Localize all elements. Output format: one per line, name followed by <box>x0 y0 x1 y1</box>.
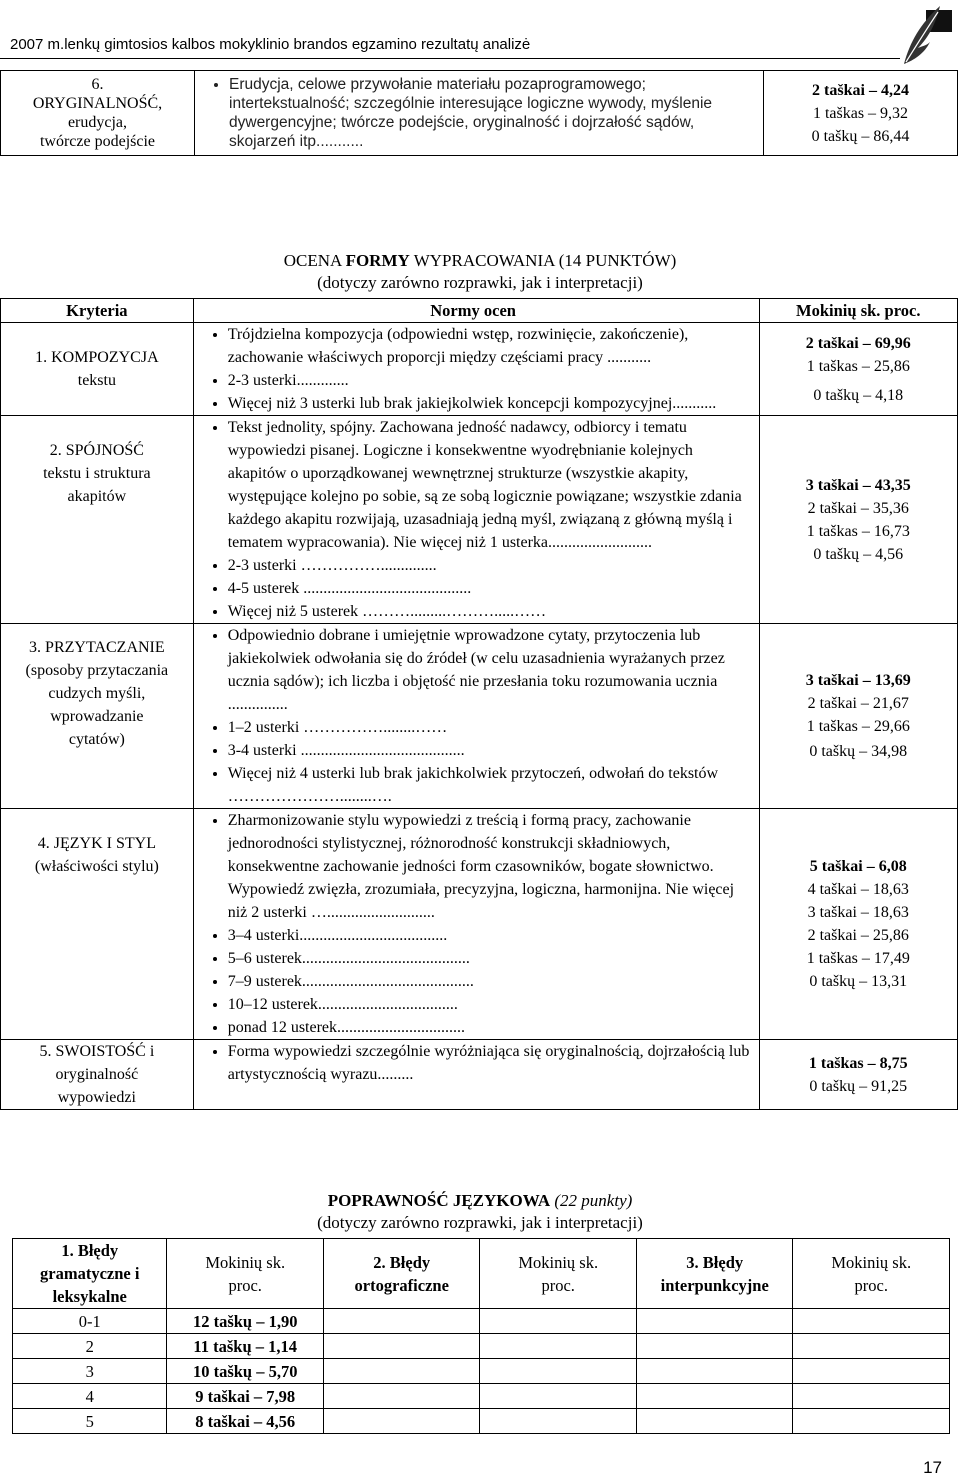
punctuation-errors-label: 3. Błędy interpunkcyjne <box>636 1239 793 1309</box>
punctuation-results-label: Mokinių sk. proc. <box>793 1239 950 1309</box>
norm-item: • 10–12 usterek................................... <box>228 993 753 1016</box>
form-criteria-table <box>0 298 958 1110</box>
feather-logo-icon <box>896 2 954 66</box>
header-norms: Normy ocen <box>193 299 759 323</box>
spelling-results-label: Mokinių sk. proc. <box>480 1239 637 1309</box>
norm-item: • Zharmonizowanie stylu wypowiedzi z treścią i formą pracy, zachowanie jednorodności stylistycznej, różnorodność konstrukcji składniowych, konsekwentne zachowanie jedności form czasowników, bogate słownictwo. Wypowiedź zwięzła, zrozumiała, precyzyjna, logiczna, harmonijna. Nie więcej niż 2 usterki …........................... <box>228 809 753 924</box>
table-row <box>1 1040 958 1110</box>
norm-cell <box>193 624 759 809</box>
form-section-title: OCENA FORMY WYPRACOWANIA (14 PUNKTÓW) (dotyczy zarówno rozprawki, jak i interpretacji) <box>283 251 677 292</box>
norm-item: • Odpowiednio dobrane i umiejętnie wprowadzone cytaty, przytoczenia lub jakiekolwiek odwołania się do źródeł (w celu uzasadnienia wyrażanych przez ucznia sądów); ich liczba i objętość nie przesłania toku rozumowania ucznia ............... <box>228 624 753 716</box>
table-row <box>1 624 958 809</box>
criterion-line: 6. <box>91 76 104 93</box>
criterion-cell: 1. KOMPOZYCJA tekstu <box>1 323 194 416</box>
result-line: 2 taškai – 4,24 <box>812 81 909 99</box>
result-cell: 3 taškai – 43,35 2 taškai – 35,36 1 taškas – 16,73 0 taškų – 4,56 <box>759 416 957 624</box>
result-cell: 3 taškai – 13,69 2 taškai – 21,67 1 taškas – 29,66 0 taškų – 34,98 <box>759 624 957 809</box>
header-results: Mokinių sk. proc. <box>759 299 957 323</box>
criterion-cell: 3. PRZYTACZANIE (sposoby przytaczania cudzych myśli, wprowadzanie cytatów) <box>1 624 194 809</box>
norm-item: • ponad 12 usterek................................ <box>228 1016 753 1039</box>
norm-item: • 5–6 usterek.......................................... <box>228 947 753 970</box>
result-line: 0 taškų – 86,44 <box>811 127 910 145</box>
table-row: 2 11 taškų – 1,14 <box>13 1334 950 1359</box>
norm-item: • Tekst jednolity, spójny. Zachowana jedność nadawcy, odbiorcy i tematu wypowiedzi pisanej. Logiczne i konsekwentne wyodrębnianie kolejnych akapitów o uporządkowanej wewnętrznej strukturze (wszystkie akapity, występujące kolejno po sobie, są ze sobą logicznie powiązane; wszystkie zdania każdego akapitu rozwijają, uzasadniają jedną myśl, związaną z główną myślą i tematem wypracowania). Nie więcej niż 1 usterka.......................... <box>228 416 753 554</box>
criterion-cell: 2. SPÓJNOŚĆ tekstu i struktura akapitów <box>1 416 194 624</box>
table-row: 5 8 taškai – 4,56 <box>13 1409 950 1434</box>
result-cell: 1 taškas – 8,75 0 taškų – 91,25 <box>759 1040 957 1110</box>
grammar-results-label: Mokinių sk. proc. <box>167 1239 324 1309</box>
norm-item: • 4-5 usterek .......................................... <box>228 577 753 600</box>
header-criteria: Kryteria <box>1 299 194 323</box>
correctness-table <box>12 1238 950 1434</box>
norm-cell <box>193 416 759 624</box>
criterion-cell <box>1 71 195 156</box>
norm-item: • 2-3 usterki …………….............. <box>228 554 753 577</box>
table-row: 3 10 taškų – 5,70 <box>13 1359 950 1384</box>
table-row: 0-1 12 taškų – 1,90 <box>13 1309 950 1334</box>
result-cell <box>764 71 958 156</box>
table-row <box>1 323 958 416</box>
table-header-row <box>13 1239 950 1309</box>
norm-cell <box>195 71 764 156</box>
norm-item: • Więcej niż 5 usterek ……….........……….....…… <box>228 600 753 623</box>
table-header-row <box>1 299 958 323</box>
norm-item: • Trójdzielna kompozycja (odpowiedni wstęp, rozwinięcie, zakończenie), zachowanie właściwych proporcji między częściami pracy ........... <box>228 323 753 369</box>
norm-item: • Erudycja, celowe przywołanie materiału pozaprogramowego; intertekstualność; szczególnie interesujące logiczne wywody, myślenie dywergencyjne; twórcze podejście, oryginalność i dojrzałość sądów, skojarzeń itp........... <box>229 75 755 151</box>
norm-cell <box>193 809 759 1040</box>
page-number: 17 <box>923 1458 942 1477</box>
norm-item: • 3-4 usterki ......................................... <box>228 739 753 762</box>
table-row <box>1 809 958 1040</box>
table-row: 4 9 taškai – 7,98 <box>13 1384 950 1409</box>
norm-cell <box>193 323 759 416</box>
norm-item: • 3–4 usterki..................................... <box>228 924 753 947</box>
criterion-line: ORYGINALNOŚĆ, <box>32 95 163 112</box>
norm-item: • 1–2 usterki ……………........…… <box>228 716 753 739</box>
header-rule <box>0 58 900 59</box>
norm-item: • 7–9 usterek........................................... <box>228 970 753 993</box>
table-row <box>1 416 958 624</box>
document-header: 2007 m.lenkų gimtosios kalbos mokyklinio brandos egzamino rezultatų analizė <box>10 36 531 53</box>
criterion-line: twórcze podejście <box>39 133 156 150</box>
correctness-section-title: POPRAWNOŚĆ JĘZYKOWA (22 punkty) (dotyczy zarówno rozprawki, jak i interpretacji) <box>317 1191 643 1232</box>
criterion-cell: 5. SWOISTOŚĆ i oryginalność wypowiedzi <box>1 1040 194 1110</box>
norm-item: • 2-3 usterki............. <box>228 369 753 392</box>
result-line: 1 taškas – 9,32 <box>812 104 909 122</box>
spelling-errors-label: 2. Błędy ortograficzne <box>323 1239 480 1309</box>
result-cell: 2 taškai – 69,96 1 taškas – 25,86 0 taškų – 4,18 <box>759 323 957 416</box>
norm-item: • Więcej niż 3 usterki lub brak jakiejkolwiek koncepcji kompozycyjnej........... <box>228 392 753 415</box>
criterion-cell: 4. JĘZYK I STYL (właściwości stylu) <box>1 809 194 1040</box>
norm-cell <box>193 1040 759 1110</box>
grammar-errors-label: 1. Błędy gramatyczne i leksykalne <box>13 1239 167 1309</box>
criterion-line: erudycja, <box>67 114 128 131</box>
result-cell: 5 taškai – 6,08 4 taškai – 18,63 3 taškai – 18,63 2 taškai – 25,86 1 taškas – 17,49 0 taškų – 13,31 <box>759 809 957 1040</box>
originality-table <box>0 70 958 156</box>
norm-item: • Forma wypowiedzi szczególnie wyróżniająca się oryginalnością, dojrzałością lub artystycznością wyrazu......... <box>228 1040 753 1086</box>
norm-item: • Więcej niż 4 usterki lub brak jakichkolwiek przytoczeń, odwołań do tekstów …………………........…. <box>228 762 753 808</box>
